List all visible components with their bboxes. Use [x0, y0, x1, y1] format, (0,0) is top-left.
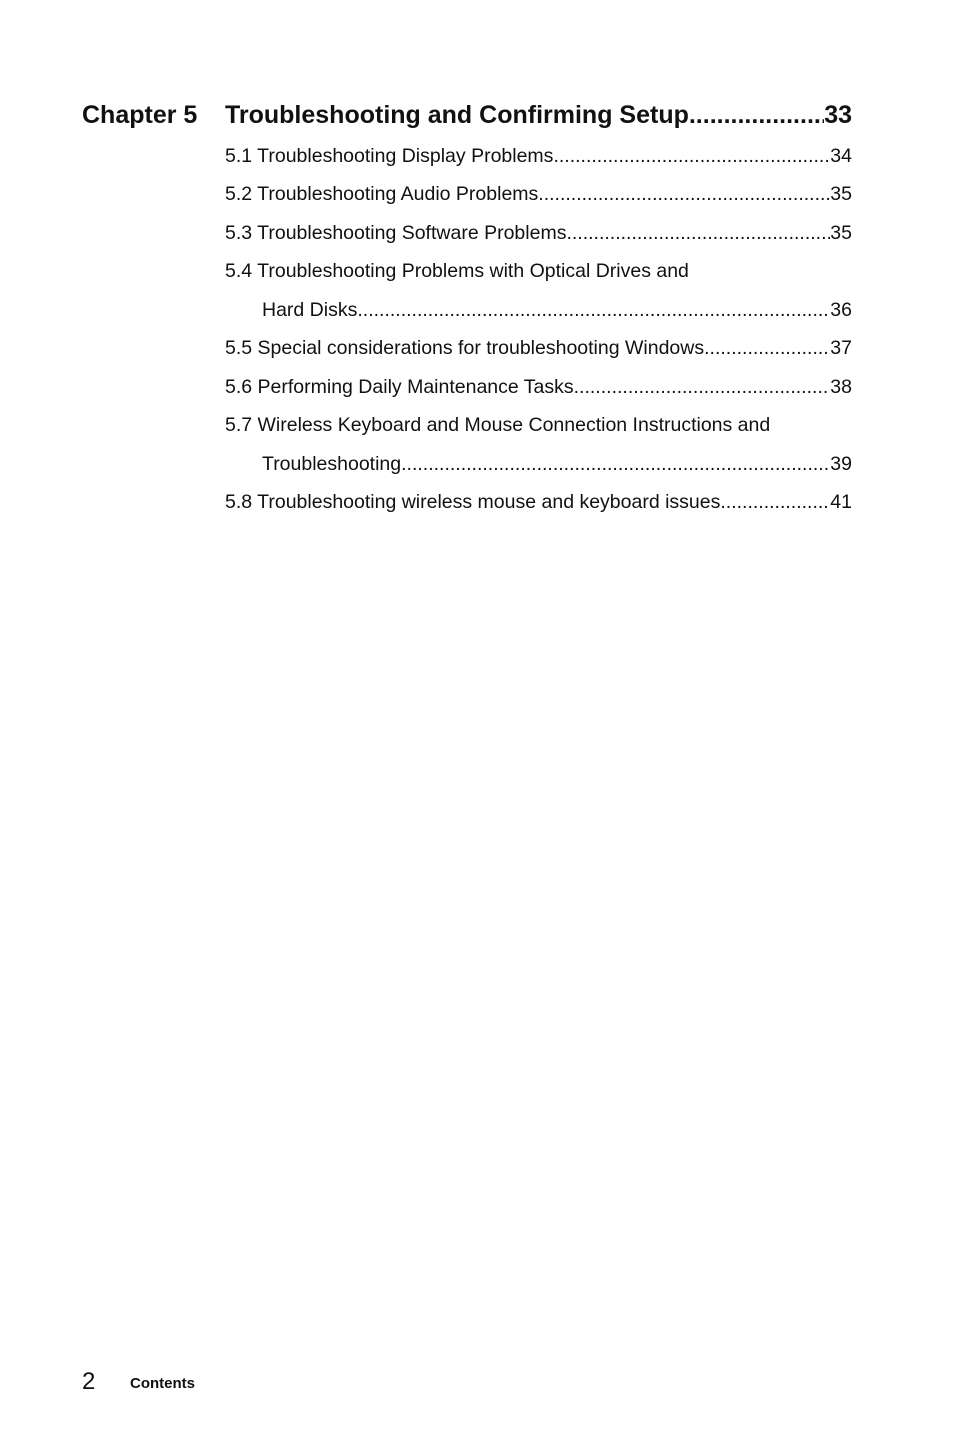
- entry-title-cont: Troubleshooting: [262, 453, 402, 475]
- entry-title: 5.3 Troubleshooting Software Problems: [225, 222, 567, 244]
- leader-dots: [538, 181, 830, 207]
- entry-page: 41: [830, 491, 852, 513]
- chapter-number: Chapter 5: [82, 101, 198, 129]
- entry-title: 5.1 Troubleshooting Display Problems: [225, 145, 554, 167]
- toc-entry-continued[interactable]: [262, 297, 852, 323]
- leader-dots: [704, 335, 830, 361]
- footer-page-number: 2: [82, 1368, 96, 1395]
- toc-entry[interactable]: [225, 374, 852, 400]
- entry-title-cont: Hard Disks: [262, 299, 358, 321]
- toc-entry[interactable]: [225, 220, 852, 246]
- leader-dots: [720, 489, 830, 515]
- chapter-title: Troubleshooting and Confirming Setup: [225, 101, 689, 129]
- entry-page: 37: [830, 337, 852, 359]
- entry-title: 5.8 Troubleshooting wireless mouse and keyboard issues: [225, 491, 721, 513]
- entry-title: 5.6 Performing Daily Maintenance Tasks: [225, 376, 574, 398]
- entry-page: 38: [830, 376, 852, 398]
- leader-dots: [401, 451, 830, 477]
- leader-dots: [574, 374, 831, 400]
- toc-entry[interactable]: [225, 181, 852, 207]
- toc-entry-continued[interactable]: [262, 451, 852, 477]
- chapter-heading[interactable]: [82, 98, 852, 132]
- toc-entry[interactable]: [225, 143, 852, 169]
- entry-title: 5.4 Troubleshooting Problems with Optical Drives and: [225, 260, 689, 282]
- entry-page: 35: [830, 183, 852, 205]
- entry-page: 34: [830, 145, 852, 167]
- leader-dots: [566, 220, 830, 246]
- entry-title: 5.5 Special considerations for troubleshooting Windows: [225, 337, 705, 359]
- footer-label: Contents: [130, 1375, 195, 1392]
- toc-entry[interactable]: [225, 412, 852, 438]
- entry-title: 5.2 Troubleshooting Audio Problems: [225, 183, 539, 205]
- leader-dots: [357, 297, 830, 323]
- leader-dots: [689, 98, 824, 132]
- entry-page: 36: [830, 299, 852, 321]
- toc-entry[interactable]: [225, 335, 852, 361]
- entry-title: 5.7 Wireless Keyboard and Mouse Connection Instructions and: [225, 414, 771, 436]
- toc-entry[interactable]: [225, 258, 852, 284]
- entry-page: 35: [830, 222, 852, 244]
- chapter-page: 33: [824, 101, 852, 129]
- entry-page: 39: [830, 453, 852, 475]
- toc-entry[interactable]: [225, 489, 852, 515]
- leader-dots: [553, 143, 830, 169]
